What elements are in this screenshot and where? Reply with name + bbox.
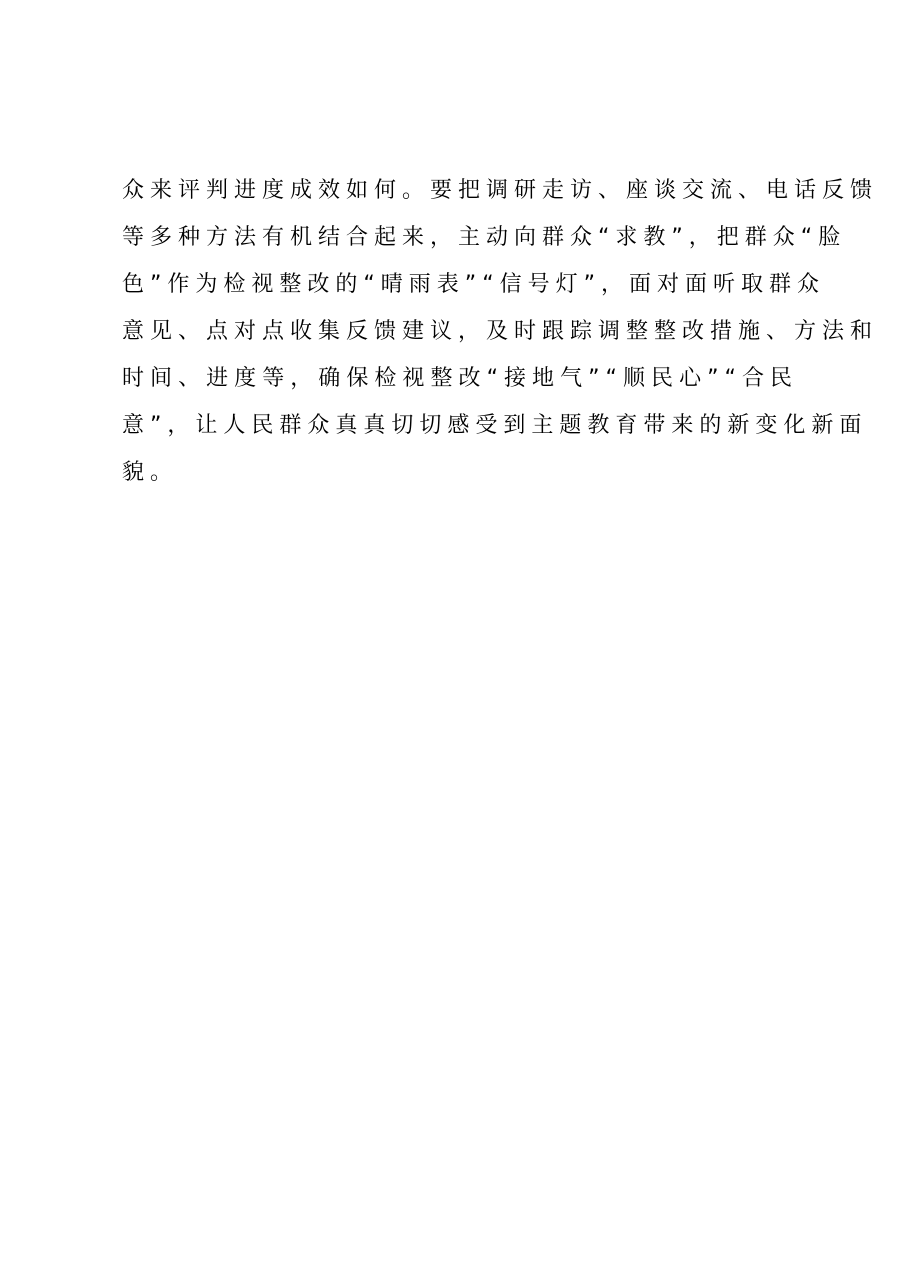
- paragraph-line-5: 时间、进度等，确保检视整改“接地气”“顺民心”“合民: [122, 366, 798, 391]
- paragraph-line-7: 貌。: [122, 460, 179, 485]
- paragraph-line-6: 意”，让人民群众真真切切感受到主题教育带来的新变化新面: [122, 413, 868, 438]
- body-paragraph: [122, 167, 879, 496]
- paragraph-line-3: 色”作为检视整改的“晴雨表”“信号灯”，面对面听取群众: [122, 272, 825, 297]
- paragraph-line-2: 等多种方法有机结合起来，主动向群众“求教”，把群众“脸: [122, 225, 847, 250]
- paragraph-line-4: 意见、点对点收集反馈建议，及时跟踪调整整改措施、方法和: [122, 319, 879, 344]
- paragraph-line-1: 众来评判进度成效如何。要把调研走访、座谈交流、电话反馈: [122, 178, 879, 203]
